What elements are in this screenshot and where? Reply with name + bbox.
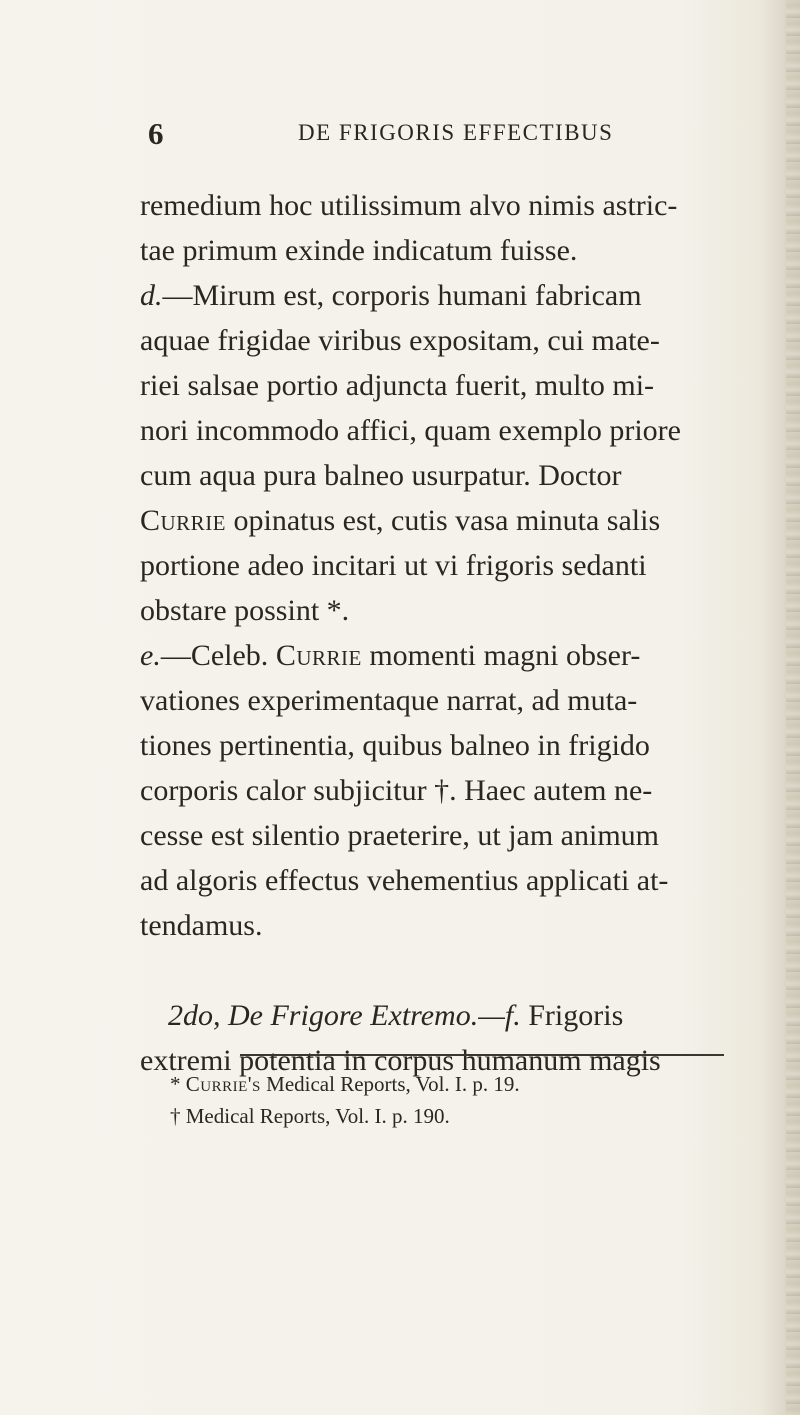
text-line: extremi potentia in corpus humanum magis <box>140 1044 661 1077</box>
text-segment: Frigoris <box>520 999 624 1032</box>
text-line <box>140 633 740 678</box>
page-header <box>148 116 728 156</box>
footnote <box>170 1068 730 1100</box>
section-mark: e. <box>140 639 161 672</box>
text-segment: —Celeb. <box>160 639 276 672</box>
text-line: obstare possint *. <box>140 594 350 627</box>
section-heading: 2do, De Frigore Extremo.—f. <box>168 999 521 1032</box>
text-line: tiones pertinentia, quibus balneo in frigido <box>140 729 650 762</box>
text-line <box>140 993 740 1038</box>
footnote-rule <box>240 1054 724 1056</box>
body-text <box>140 183 740 1083</box>
page-number: 6 <box>148 116 164 151</box>
text-line: ad algoris effectus vehementius applicati at- <box>140 864 669 897</box>
text-segment: momenti magni obser- <box>361 639 641 672</box>
text-line: tae primum exinde indicatum fuisse. <box>140 234 578 267</box>
running-title: DE FRIGORIS EFFECTIBUS <box>298 120 614 145</box>
author-name: Currie <box>140 504 227 537</box>
text-line: remedium hoc utilissimum alvo nimis astric- <box>140 189 678 222</box>
text-line: tendamus. <box>140 909 263 942</box>
text-line: corporis calor subjicitur †. Haec autem ne- <box>140 774 653 807</box>
page-edge <box>786 0 800 1415</box>
section-mark: d. <box>140 279 163 312</box>
footnotes <box>170 1068 730 1132</box>
text-line: aquae frigidae viribus expositam, cui mate- <box>140 324 660 357</box>
author-name: Currie <box>275 639 362 672</box>
text-segment: —Mirum est, corporis humani fabricam <box>162 279 642 312</box>
author-name: Currie's <box>185 1072 261 1096</box>
paragraph-gap <box>140 948 740 993</box>
text-line <box>140 273 740 318</box>
text-line: nori incommodo affici, quam exemplo priore <box>140 414 681 447</box>
text-line: cum aqua pura balneo usurpatur. Doctor <box>140 459 622 492</box>
text-segment: opinatus est, cutis vasa minuta salis <box>226 504 661 537</box>
footnote-mark: * <box>170 1072 186 1096</box>
text-line: portione adeo incitari ut vi frigoris sedanti <box>140 549 647 582</box>
text-line: vationes experimentaque narrat, ad muta- <box>140 684 638 717</box>
text-segment: Medical Reports, Vol. I. p. 19. <box>260 1072 520 1096</box>
text-line: riei salsae portio adjuncta fuerit, multo mi- <box>140 369 655 402</box>
footnote: † Medical Reports, Vol. I. p. 190. <box>170 1104 450 1128</box>
text-line: cesse est silentio praeterire, ut jam animum <box>140 819 659 852</box>
text-line <box>140 498 740 543</box>
